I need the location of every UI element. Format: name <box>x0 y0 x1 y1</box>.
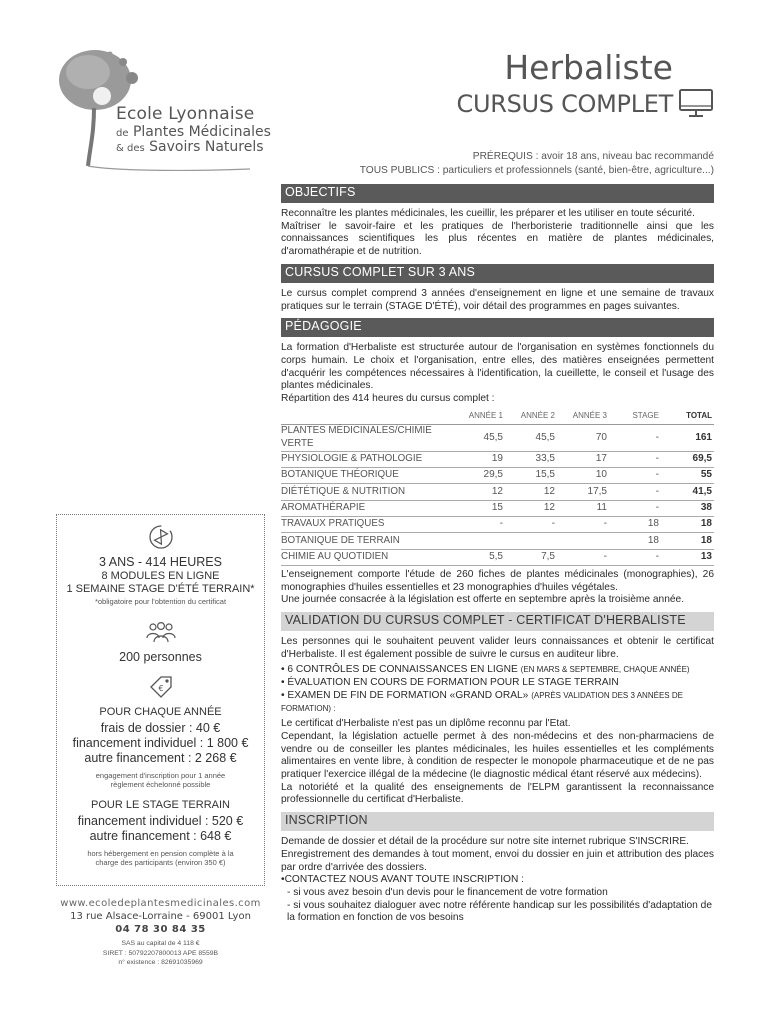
validation-text-1: Les personnes qui le souhaitent peuvent valider leurs connaissances et obtenir le certificat d'Herbaliste. Il est également possible de suivre le cursus en auditeur libre. <box>281 636 714 660</box>
table-cell: 17 <box>557 451 609 467</box>
duration-label: 3 ANS - 414 HEURES <box>99 555 222 569</box>
table-row <box>281 468 714 484</box>
objectifs-text-2: Maîtriser le savoir-faire et les pratiques de l'herboristerie traditionnelle ainsi que les connaissances scientifiques les plus récentes en matière de plantes médicinales, d'aromathérapie et de nutrition. <box>281 220 714 258</box>
table-cell: 13 <box>661 549 714 565</box>
table-row <box>281 500 714 516</box>
prereq-line-2: TOUS PUBLICS : particuliers et professionnels (santé, bien-être, agriculture...) <box>359 165 714 176</box>
yearly-pricing-heading: POUR CHAQUE ANNÉE <box>99 705 222 718</box>
validation-bullet-1: • 6 CONTRÔLES DE CONNAISSANCES EN LIGNE (EN MARS & SEPTEMBRE, CHAQUE ANNÉE) <box>281 664 690 676</box>
table-cell: 29,5 <box>453 468 505 484</box>
table-row <box>281 549 714 565</box>
validation-text-2: Le certificat d'Herbaliste n'est pas un diplôme reconnu par l'Etat. <box>281 718 571 730</box>
fee-dossier: frais de dossier : 40 € <box>100 720 221 735</box>
table-cell: 55 <box>661 468 714 484</box>
table-cell: 18 <box>609 517 661 533</box>
table-cell: 69,5 <box>661 451 714 467</box>
main-content <box>281 184 714 925</box>
capacity-label: 200 personnes <box>119 649 202 664</box>
table-cell: - <box>557 517 609 533</box>
address: 13 rue Alsace-Lorraine - 69001 Lyon <box>70 911 251 922</box>
table-cell: - <box>609 500 661 516</box>
table-header-cell: ANNÉE 2 <box>505 410 557 425</box>
section-objectifs-heading: OBJECTIFS <box>281 184 714 203</box>
table-cell: - <box>557 549 609 565</box>
table-header-cell: STAGE <box>609 410 661 425</box>
table-cell: - <box>609 484 661 500</box>
website-link[interactable]: www.ecoledeplantesmedicinales.com <box>60 898 261 909</box>
table-cell: 33,5 <box>505 451 557 467</box>
monitor-icon <box>678 88 714 120</box>
section-pedagogie-heading: PÉDAGOGIE <box>281 318 714 337</box>
table-row-label: BOTANIQUE THÉORIQUE <box>281 468 453 484</box>
inscription-bullet-3: - si vous souhaitez dialoguer avec notre référente handicap sur les possibilités d'adaptation de la formation en fonction de vos besoins <box>287 899 712 924</box>
validation-bullet-3: • EXAMEN DE FIN DE FORMATION «GRAND ORAL» (APRÈS VALIDATION DES 3 ANNÉES DE FORMATION) : <box>281 689 683 713</box>
fee-other: autre financement : 2 268 € <box>84 750 237 765</box>
table-cell: 12 <box>453 484 505 500</box>
phone-number: 04 78 30 84 35 <box>115 924 206 935</box>
table-intro: Répartition des 414 heures du cursus complet : <box>281 393 495 405</box>
table-cell: 17,5 <box>557 484 609 500</box>
table-cell: 41,5 <box>661 484 714 500</box>
group-icon <box>144 621 178 645</box>
table-cell: - <box>609 451 661 467</box>
validation-bullet-2: • ÉVALUATION EN COURS DE FORMATION POUR LE STAGE TERRAIN <box>281 677 619 689</box>
table-cell: 15,5 <box>505 468 557 484</box>
table-cell: 12 <box>505 500 557 516</box>
prereq-line-1: PRÉREQUIS : avoir 18 ans, niveau bac recommandé <box>472 151 714 162</box>
table-cell: - <box>505 517 557 533</box>
cursus-text: Le cursus complet comprend 3 années d'enseignement en ligne et une semaine de travaux pratiques sur le terrain (STAGE D'ÉTÉ), voir détail des programmes en pages suivantes. <box>281 287 714 312</box>
hourglass-icon <box>147 523 175 551</box>
stage-note: *obligatoire pour l'obtention du certificat <box>94 597 227 606</box>
table-cell: 70 <box>557 425 609 451</box>
table-cell <box>557 533 609 549</box>
table-header-cell: ANNÉE 3 <box>557 410 609 425</box>
table-cell: 45,5 <box>505 425 557 451</box>
fee-individual: financement individuel : 1 800 € <box>72 735 249 750</box>
table-row-label: AROMATHÉRAPIE <box>281 500 453 516</box>
table-cell: - <box>453 517 505 533</box>
table-cell <box>505 533 557 549</box>
table-cell: - <box>609 549 661 565</box>
table-cell: - <box>609 468 661 484</box>
euro-glyph: € <box>158 683 164 693</box>
pedagogie-text-2: L'enseignement comporte l'étude de 260 fiches de plantes médicinales (monographies), 26 monographies d'huiles essentielles et 23 monographies d'huiles végétales. <box>281 568 714 593</box>
table-header-cell: ANNÉE 1 <box>453 410 505 425</box>
fee-note: engagement d'inscription pour 1 année règlement échelonné possible <box>95 770 226 789</box>
prerequisites <box>360 150 714 178</box>
pedagogie-text-1: La formation d'Herbaliste est structurée autour de l'organisation en systèmes fonctionnels du corps humain. Le choix et l'organisation, entre elles, des matières enseignées permettent d'acquérir les compétences nécessaires à l'identification, la cueillette, le conseil et l'usage des plantes médicinales. <box>281 342 714 392</box>
table-row <box>281 451 714 467</box>
stage-pricing-heading: POUR LE STAGE TERRAIN <box>91 798 230 811</box>
legal-capital: SAS au capital de 4 118 € <box>121 940 200 947</box>
table-cell: 19 <box>453 451 505 467</box>
table-cell: 18 <box>661 517 714 533</box>
table-row-label: PHYSIOLOGIE & PATHOLOGIE <box>281 451 453 467</box>
table-cell: 18 <box>609 533 661 549</box>
table-header-cell: TOTAL <box>661 410 714 425</box>
table-row-label: PLANTES MÉDICINALES/CHIMIE VERTE <box>281 425 453 451</box>
stage-fee-note: hors hébergement en pension complète à la charge des participants (environ 350 €) <box>87 848 234 867</box>
page-subtitle: CURSUS COMPLET <box>456 90 673 118</box>
stage-fee-individual: financement individuel : 520 € <box>77 813 244 828</box>
table-cell: 7,5 <box>505 549 557 565</box>
legal-existence: n° existence : 82691035969 <box>118 959 203 966</box>
logo-line-3: & des Savoirs Naturels <box>116 139 264 155</box>
table-row-label: TRAVAUX PRATIQUES <box>281 517 453 533</box>
section-cursus-heading: CURSUS COMPLET SUR 3 ANS <box>281 264 714 283</box>
validation-text-3: Cependant, la législation actuelle permet à des non-médecins et des non-pharmaciens de vendre ou de conseiller les plantes médicinales, les huiles essentielles et les compléments alimentaires en vente libre, à condition de respecter le monopole pharmaceutique et de ne pas pratiquer l'exercice illégal de la médecine (le diagnostic médical étant réservé aux médecins). <box>281 730 714 781</box>
section-inscription-heading: INSCRIPTION <box>281 812 714 831</box>
modules-label: 8 MODULES EN LIGNE <box>101 570 220 582</box>
stage-fee-other: autre financement : 648 € <box>89 828 232 843</box>
school-logo <box>50 48 280 178</box>
table-cell: 18 <box>661 533 714 549</box>
legal-info <box>56 939 265 968</box>
table-row <box>281 484 714 500</box>
table-cell: 15 <box>453 500 505 516</box>
pedagogie-text-3: Une journée consacrée à la législation est offerte en septembre après la troisième année. <box>281 594 685 606</box>
validation-text-4: La notoriété et la qualité des enseignements de l'ELPM garantissent la reconnaissance professionnelle du certificat d'Herbaliste. <box>281 781 714 806</box>
table-cell: 11 <box>557 500 609 516</box>
stage-label: 1 SEMAINE STAGE D'ÉTÉ TERRAIN* <box>66 583 255 595</box>
objectifs-text-1: Reconnaître les plantes médicinales, les cueillir, les préparer et les utiliser en toute sécurité. <box>281 208 695 219</box>
table-cell: 10 <box>557 468 609 484</box>
legal-siret: SIRET : 50792207800013 APE 8559B <box>102 949 219 957</box>
table-cell: 12 <box>505 484 557 500</box>
table-row <box>281 425 714 451</box>
table-header-cell <box>281 410 453 425</box>
section-validation-heading: VALIDATION DU CURSUS COMPLET - CERTIFICAT D'HERBALISTE <box>281 612 714 631</box>
table-row <box>281 517 714 533</box>
table-row-label: BOTANIQUE DE TERRAIN <box>281 533 453 549</box>
inscription-text-2: Enregistrement des demandes à tout moment, envoi du dossier en juin et attribution des places par ordre d'arrivée des dossiers. <box>281 848 714 873</box>
inscription-bullet-1: •CONTACTEZ NOUS AVANT TOUTE INSCRIPTION : <box>281 874 524 886</box>
table-cell: 161 <box>661 425 714 451</box>
page-title: Herbaliste <box>504 48 673 87</box>
hours-table <box>281 410 714 566</box>
inscription-bullet-2: - si vous avez besoin d'un devis pour le financement de votre formation <box>287 886 608 898</box>
table-cell: 45,5 <box>453 425 505 451</box>
table-row-label: CHIMIE AU QUOTIDIEN <box>281 549 453 565</box>
price-tag-icon <box>147 673 175 701</box>
table-cell <box>453 533 505 549</box>
table-cell: 38 <box>661 500 714 516</box>
info-sidebar <box>56 514 265 886</box>
table-cell: - <box>609 425 661 451</box>
logo-line-2: de Plantes Médicinales <box>116 124 271 140</box>
table-cell: 5,5 <box>453 549 505 565</box>
table-row <box>281 533 714 549</box>
inscription-text-1: Demande de dossier et détail de la procédure sur notre site internet rubrique S'INSCRIRE. <box>281 836 689 848</box>
contact-footer <box>56 898 265 968</box>
table-row-label: DIÉTÉTIQUE & NUTRITION <box>281 484 453 500</box>
logo-line-1: Ecole Lyonnaise <box>116 104 255 124</box>
hours-table-header <box>281 410 714 425</box>
